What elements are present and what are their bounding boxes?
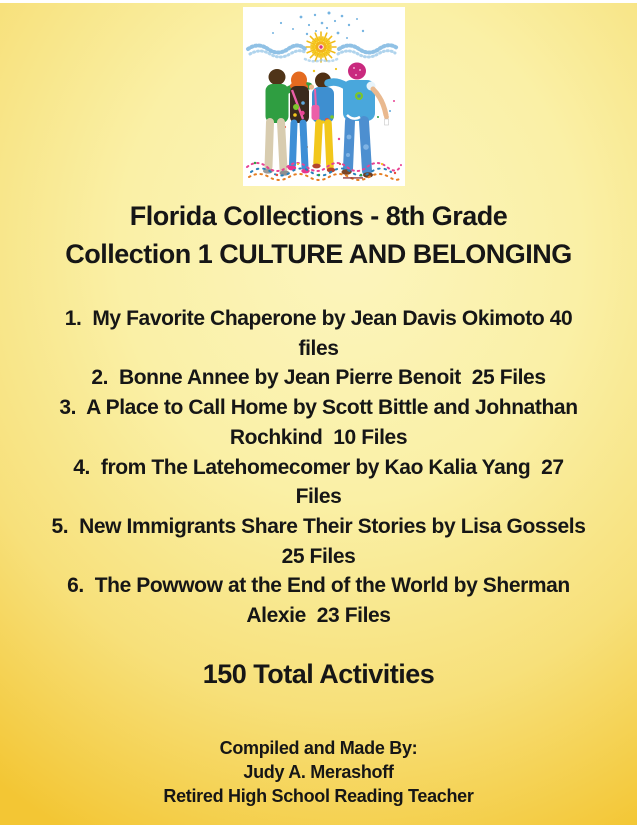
list-item (0, 363, 637, 393)
list-item-line: Rochkind 10 Files (229, 425, 408, 449)
credits-compiled-by: Compiled and Made By: (219, 738, 418, 758)
confetti-spray (272, 12, 364, 40)
person-2 (288, 72, 310, 174)
list-item (0, 304, 637, 363)
list-item-line: 6. The Powwow at the End of the World by Sherman (67, 574, 570, 598)
list-item-line: 25 Files (281, 544, 356, 568)
person-3 (312, 73, 336, 173)
list-item (0, 453, 637, 512)
list-item-line: 1. My Favorite Chaperone by Jean Davis Okimoto 40 (64, 307, 573, 330)
page-title-line2: Collection 1 CULTURE AND BELONGING (65, 239, 572, 269)
credits (0, 736, 637, 808)
list-item (0, 512, 637, 571)
confetti-trail-dots (254, 162, 396, 179)
list-item-line: 4. from The Latehomecomer by Kao Kalia Yang 27 (73, 455, 564, 479)
collection-list (0, 304, 637, 631)
list-item (0, 571, 637, 630)
list-item-line: 2. Bonne Annee by Jean Pierre Benoit 25 Files (91, 366, 546, 390)
list-item (0, 393, 637, 452)
credits-author-title: Retired High School Reading Teacher (163, 786, 474, 806)
total-activities: 150 Total Activities (202, 659, 435, 689)
page-title (0, 197, 637, 273)
illegible-credit-text (343, 177, 363, 179)
list-item-line: Alexie 23 Files (246, 604, 391, 628)
list-item-line: files (298, 336, 339, 360)
list-item-line: 3. A Place to Call Home by Scott Bittle and Johnathan (59, 396, 578, 420)
person-4 (328, 63, 389, 178)
friends-illustration (243, 7, 405, 186)
list-item-line: Files (295, 485, 342, 509)
page-title-line1: Florida Collections - 8th Grade (129, 201, 508, 231)
top-white-strip (0, 0, 637, 3)
list-item-line: 5. New Immigrants Share Their Stories by Lisa Gossels (51, 514, 586, 538)
sun-icon (306, 32, 336, 62)
credits-author-name: Judy A. Merashoff (243, 762, 394, 782)
friends-illustration-svg (243, 7, 405, 186)
